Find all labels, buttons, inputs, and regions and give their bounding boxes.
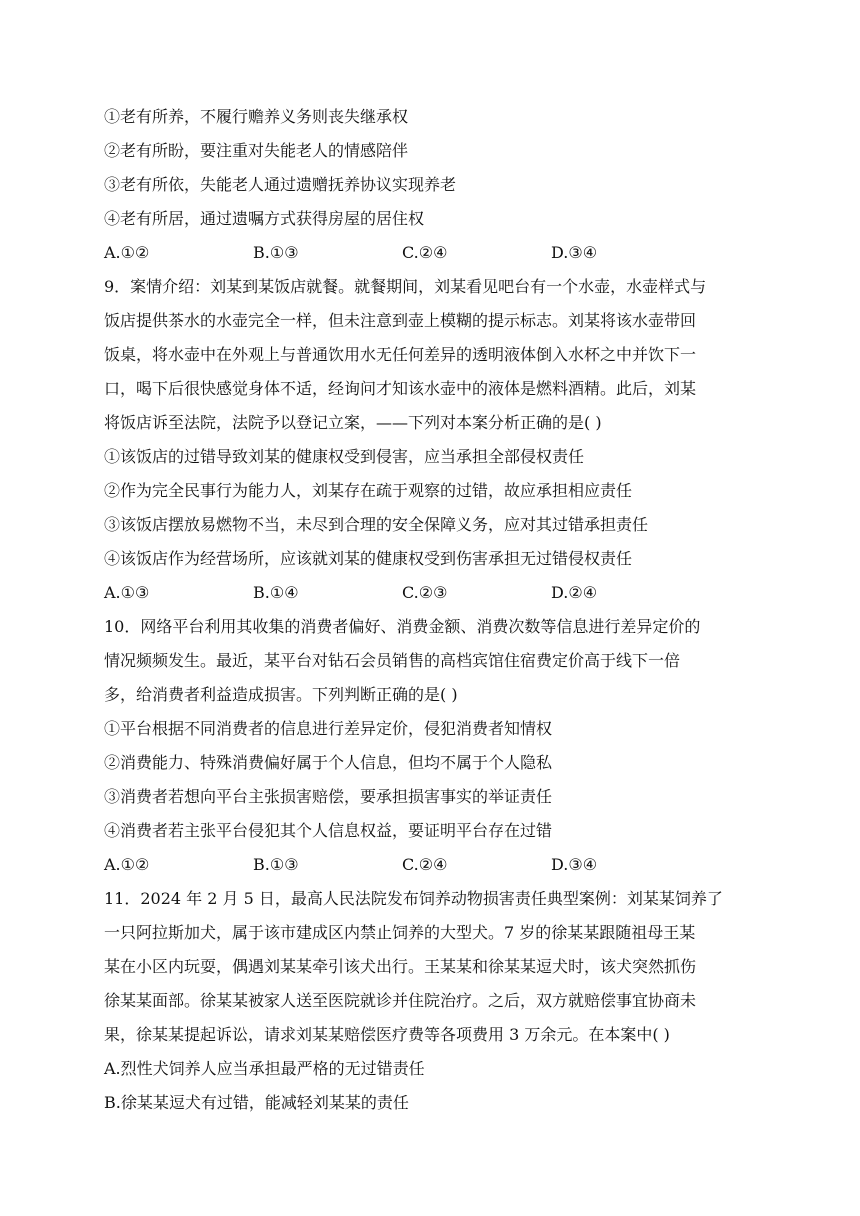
q8-statement: ②老有所盼，要注重对失能老人的情感陪伴 <box>104 141 409 160</box>
q10-statement: ①平台根据不同消费者的信息进行差异定价，侵犯消费者知情权 <box>104 719 553 738</box>
q8-statement: ③老有所依，失能老人通过遗赠抚养协议实现养老 <box>104 175 457 194</box>
q10-stem-line: 情况频频发生。最近，某平台对钻石会员销售的高档宾馆住宿费定价高于线下一倍 <box>104 651 681 670</box>
q8-options <box>104 236 766 270</box>
q9-option-d: D.②④ <box>551 583 598 602</box>
q11-choice-a: A.烈性犬饲养人应当承担最严格的无过错责任 <box>104 1059 425 1078</box>
q8-statement: ④老有所居，通过遗嘱方式获得房屋的居住权 <box>104 209 425 228</box>
q10-option-c: C.②④ <box>402 855 448 874</box>
q10-statement: ④消费者若主张平台侵犯其个人信息权益，要证明平台存在过错 <box>104 821 553 840</box>
q9-options <box>104 576 766 610</box>
q11-stem-line: 一只阿拉斯加犬，属于该市建成区内禁止饲养的大型犬。7 岁的徐某某跟随祖母王某 <box>104 923 696 942</box>
q9-statement: ④该饭店作为经营场所，应该就刘某的健康权受到伤害承担无过错侵权责任 <box>104 549 633 568</box>
q9-stem-line: 口，喝下后很快感觉身体不适，经询问才知该水壶中的液体是燃料酒精。此后，刘某 <box>104 379 697 398</box>
q10-statement: ②消费能力、特殊消费偏好属于个人信息，但均不属于个人隐私 <box>104 753 553 772</box>
q8-option-d: D.③④ <box>551 243 598 262</box>
q9-option-a: A.①③ <box>104 583 150 602</box>
q9-statement: ③该饭店摆放易燃物不当，未尽到合理的安全保障义务，应对其过错承担责任 <box>104 515 649 534</box>
q11-stem-line: 徐某某面部。徐某某被家人送至医院就诊并住院治疗。之后，双方就赔偿事宜协商未 <box>104 991 697 1010</box>
q9-statement: ①该饭店的过错导致刘某的健康权受到侵害，应当承担全部侵权责任 <box>104 447 585 466</box>
exam-page <box>104 100 766 1120</box>
q10-option-d: D.③④ <box>551 855 598 874</box>
q9-stem-line: 饭店提供茶水的水壶完全一样，但未注意到壶上模糊的提示标志。刘某将该水壶带回 <box>104 311 697 330</box>
q9-stem-line: 9．案情介绍：刘某到某饭店就餐。就餐期间，刘某看见吧台有一个水壶，水壶样式与 <box>104 277 707 296</box>
q8-statement: ①老有所养，不履行赡养义务则丧失继承权 <box>104 107 409 126</box>
q10-stem-line: 10．网络平台利用其收集的消费者偏好、消费金额、消费次数等信息进行差异定价的 <box>104 617 701 636</box>
q10-stem-line: 多，给消费者利益造成损害。下列判断正确的是( ) <box>104 685 458 704</box>
q10-option-a: A.①② <box>104 855 150 874</box>
q11-choice-b: B.徐某某逗犬有过错，能减轻刘某某的责任 <box>104 1093 409 1112</box>
q9-option-c: C.②③ <box>402 583 448 602</box>
q10-statement: ③消费者若想向平台主张损害赔偿，要承担损害事实的举证责任 <box>104 787 553 806</box>
q9-stem-line: 将饭店诉至法院，法院予以登记立案，——下列对本案分析正确的是( ) <box>104 413 602 432</box>
q8-option-a: A.①② <box>104 243 150 262</box>
q9-stem-line: 饭桌，将水壶中在外观上与普通饮用水无任何差异的透明液体倒入水杯之中并饮下一 <box>104 345 697 364</box>
q11-stem-line: 某在小区内玩耍，偶遇刘某某牵引该犬出行。王某某和徐某某逗犬时，该犬突然抓伤 <box>104 957 697 976</box>
q11-stem-line: 果，徐某某提起诉讼，请求刘某某赔偿医疗费等各项费用 3 万余元。在本案中( ) <box>104 1025 670 1044</box>
q10-options <box>104 848 766 882</box>
q9-statement: ②作为完全民事行为能力人，刘某存在疏于观察的过错，故应承担相应责任 <box>104 481 633 500</box>
q8-option-c: C.②④ <box>402 243 448 262</box>
q10-option-b: B.①③ <box>253 855 299 874</box>
q9-option-b: B.①④ <box>253 583 299 602</box>
q8-option-b: B.①③ <box>253 243 299 262</box>
q11-stem-line: 11．2024 年 2 月 5 日，最高人民法院发布饲养动物损害责任典型案例：刘某某饲养了 <box>104 889 723 908</box>
